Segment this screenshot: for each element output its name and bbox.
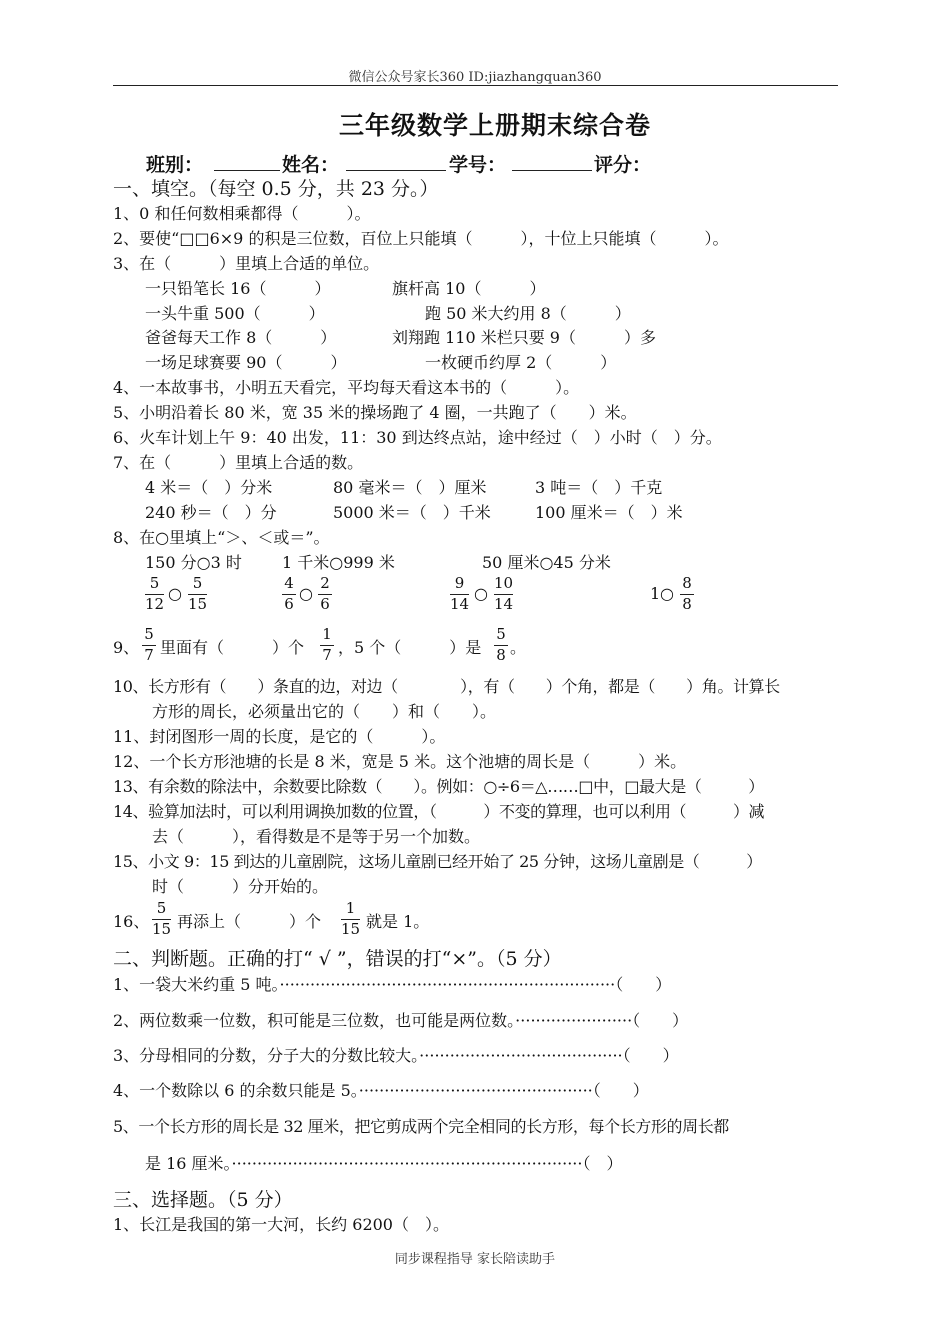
q1-15-cont: 时（ ）分开始的。 xyxy=(152,877,329,896)
q7-item: 240 秒＝（ ）分 xyxy=(145,503,277,522)
q1-14: 14、验算加法时，可以利用调换加数的位置，（ ）不变的算理，也可以利用（ ）减 xyxy=(113,802,765,821)
q3-item: 旗杆高 10（ ） xyxy=(392,279,546,298)
fraction: 1 7 xyxy=(320,626,334,664)
q1-7: 7、在（ ）里填上合适的数。 xyxy=(113,453,364,472)
q7-item: 80 毫米＝（ ）厘米 xyxy=(333,478,487,497)
q1-14-cont: 去（ ），看得数是不是等于另一个加数。 xyxy=(152,827,481,846)
q16-text: 就是 1。 xyxy=(366,912,430,931)
q7-item: 5000 米＝（ ）千米 xyxy=(333,503,491,522)
q3-item: 刘翔跑 110 米栏只要 9（ ）多 xyxy=(392,328,656,347)
q9-prefix: 9、 xyxy=(113,638,140,657)
q1-11: 11、封闭图形一周的长度，是它的（ ）。 xyxy=(113,727,446,746)
judge-item: 5、一个长方形的周长是 32 厘米，把它剪成两个完全相同的长方形，每个长方形的周长都 xyxy=(113,1117,729,1136)
q3-item: 跑 50 米大约用 8（ ） xyxy=(425,304,631,323)
fraction: 2 6 xyxy=(318,575,332,613)
q3-item: 一只铅笔长 16（ ） xyxy=(145,279,331,298)
fraction: 1 15 xyxy=(341,899,361,938)
student-id-blank[interactable] xyxy=(512,152,592,171)
q1-2: 2、要使“□□6×9 的积是三位数，百位上只能填（ ），十位上只能填（ ）。 xyxy=(113,229,729,248)
fraction: 10 14 xyxy=(494,574,514,613)
q1-4: 4、一本故事书，小明五天看完，平均每天看这本书的（ ）。 xyxy=(113,378,580,397)
fraction: 4 6 xyxy=(282,575,296,613)
judge-item: 4、一个数除以 6 的余数只能是 5。··············································（ ） xyxy=(113,1081,649,1100)
q1-10: 10、长方形有（ ）条直的边，对边（ ），有（ ）个角，都是（ ）角。计算长 xyxy=(113,677,780,696)
q9-end: 。 xyxy=(510,638,527,657)
q8-item: 1 千米○999 米 xyxy=(282,553,395,572)
judge-item: 1、一袋大米约重 5 吨。··································································（ ） xyxy=(113,975,672,994)
fraction: 5 7 xyxy=(142,626,156,664)
class-blank[interactable] xyxy=(214,152,280,171)
fraction: 5 12 xyxy=(145,574,165,613)
fraction: 5 15 xyxy=(188,574,208,613)
score-label: 评分： xyxy=(594,154,652,176)
fraction: 5 15 xyxy=(152,899,172,938)
class-label: 班别： xyxy=(146,154,204,176)
q9-text: 里面有（ ）个 xyxy=(160,638,305,657)
q8-item: 150 分○3 时 xyxy=(145,553,242,572)
q7-item: 100 厘米＝（ ）米 xyxy=(535,503,683,522)
name-blank[interactable] xyxy=(346,152,446,171)
fraction: 9 14 xyxy=(450,574,470,613)
compare-circle[interactable]: ○ xyxy=(660,584,674,603)
compare-circle[interactable]: ○ xyxy=(299,584,313,603)
q16-prefix: 16、 xyxy=(113,912,150,931)
q1-3: 3、在（ ）里填上合适的单位。 xyxy=(113,254,380,273)
q16-text: 再添上（ ）个 xyxy=(177,912,322,931)
q3-item: 一场足球赛要 90（ ） xyxy=(145,353,347,372)
q1-5: 5、小明沿着长 80 米，宽 35 米的操场跑了 4 圈，一共跑了（ ）米。 xyxy=(113,403,637,422)
section1-heading: 一、填空。（每空 0.5 分，共 23 分。） xyxy=(113,178,439,200)
compare-circle[interactable]: ○ xyxy=(474,584,488,603)
judge-item-cont: 是 16 厘米。·····································································（ ） xyxy=(145,1154,623,1173)
q8-item: 50 厘米○45 分米 xyxy=(482,553,611,572)
q3-item: 一枚硬币约厚 2（ ） xyxy=(425,353,617,372)
q1-12: 12、一个长方形池塘的长是 8 米，宽是 5 米。这个池塘的周长是（ ）米。 xyxy=(113,752,687,771)
q1-13: 13、有余数的除法中，余数要比除数（ ）。例如：○÷6＝△……□中，□最大是（ ） xyxy=(113,777,764,796)
q1-15: 15、小文 9：15 到达的儿童剧院，这场儿童剧已经开始了 25 分钟，这场儿童剧是（ ） xyxy=(113,852,762,871)
q1-10-cont: 方形的周长，必须量出它的（ ）和（ ）。 xyxy=(152,702,497,721)
q9-text: ，5 个（ ）是 xyxy=(338,638,482,657)
q7-item: 4 米＝（ ）分米 xyxy=(145,478,273,497)
choice-q1: 1、长江是我国的第一大河，长约 6200（ ）。 xyxy=(113,1215,449,1234)
q3-item: 爸爸每天工作 8（ ） xyxy=(145,328,337,347)
judge-item: 2、两位数乘一位数，积可能是三位数，也可能是两位数。·······················（ ） xyxy=(113,1011,689,1030)
judge-item: 3、分母相同的分数，分子大的分数比较大。········································（ ） xyxy=(113,1046,679,1065)
page-footer: 同步课程指导 家长陪读助手 xyxy=(394,1252,556,1267)
q7-item: 3 吨＝（ ）千克 xyxy=(535,478,663,497)
name-label: 姓名： xyxy=(282,154,340,176)
page-header-source: 微信公众号家长360 ID:jiazhangquan360 xyxy=(348,70,602,85)
q3-item: 一头牛重 500（ ） xyxy=(145,304,325,323)
section2-heading: 二、判断题。正确的打“ √ ”，错误的打“×”。（5 分） xyxy=(113,948,562,970)
fraction: 8 8 xyxy=(680,575,694,613)
exam-title: 三年级数学上册期末综合卷 xyxy=(338,111,651,140)
student-id-label: 学号： xyxy=(449,154,507,176)
header-rule xyxy=(113,85,838,86)
section3-heading: 三、选择题。（5 分） xyxy=(113,1189,293,1211)
fraction: 5 8 xyxy=(494,626,508,664)
q1-8: 8、在○里填上“＞、＜或＝”。 xyxy=(113,528,330,547)
compare-circle[interactable]: ○ xyxy=(168,584,182,603)
q8-one: 1 xyxy=(650,584,661,603)
q1-6: 6、火车计划上午 9：40 出发，11：30 到达终点站，途中经过（ ）小时（ ）分。 xyxy=(113,428,722,447)
q1-1: 1、0 和任何数相乘都得（ ）。 xyxy=(113,204,371,223)
